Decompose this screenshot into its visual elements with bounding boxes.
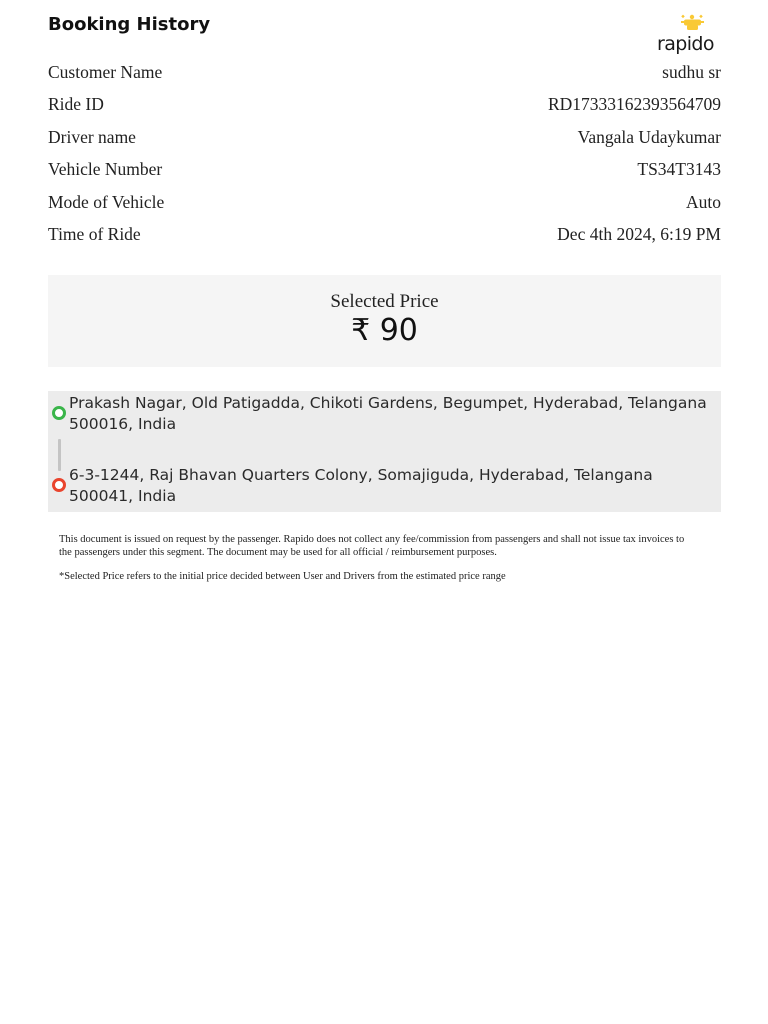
ride-details-table	[48, 56, 721, 251]
detail-row-driver-name	[48, 121, 721, 154]
pickup-address: Prakash Nagar, Old Patigadda, Chikoti Gardens, Begumpet, Hyderabad, Telangana 500016, India	[69, 394, 707, 433]
detail-label: Ride ID	[48, 94, 104, 115]
detail-value: TS34T3143	[637, 159, 721, 180]
detail-value: Auto	[686, 191, 721, 212]
detail-row-vehicle-mode	[48, 186, 721, 219]
detail-value: Vangala Udaykumar	[577, 126, 721, 147]
detail-label: Mode of Vehicle	[48, 191, 165, 212]
page-title: Booking History	[48, 14, 211, 35]
price-footnote: *Selected Price refers to the initial price decided between User and Drivers from the estimated price range	[59, 571, 506, 582]
document-header	[48, 0, 721, 56]
disclaimer-text: This document is issued on request by the passenger. Rapido does not collect any fee/commission from passengers and shall not issue tax invoices to the passengers under this segment. The document may be used for all official / reimbursement purposes.	[59, 534, 685, 558]
detail-label: Time of Ride	[48, 224, 141, 245]
detail-label: Customer Name	[48, 61, 163, 82]
pickup-marker-icon	[52, 406, 66, 420]
detail-row-ride-id	[48, 89, 721, 122]
detail-value: Dec 4th 2024, 6:19 PM	[557, 224, 721, 245]
rapido-logo	[657, 14, 721, 54]
detail-value: RD17333162393564709	[547, 94, 721, 115]
detail-row-time-of-ride	[48, 219, 721, 252]
detail-label: Driver name	[48, 126, 136, 147]
price-label: Selected Price	[330, 291, 439, 312]
price-value: ₹ 90	[351, 313, 418, 348]
detail-value: sudhu sr	[662, 61, 721, 82]
detail-row-customer-name	[48, 56, 721, 89]
selected-price-box	[48, 275, 721, 367]
detail-row-vehicle-number	[48, 154, 721, 187]
route-connector-line	[58, 439, 61, 471]
drop-marker-icon	[52, 478, 66, 492]
route-box	[48, 391, 721, 512]
booking-document	[48, 0, 721, 582]
logo-wordmark: rapido	[657, 33, 714, 55]
detail-label: Vehicle Number	[48, 159, 163, 180]
drop-address: 6-3-1244, Raj Bhavan Quarters Colony, Somajiguda, Hyderabad, Telangana 500041, India	[69, 466, 653, 505]
